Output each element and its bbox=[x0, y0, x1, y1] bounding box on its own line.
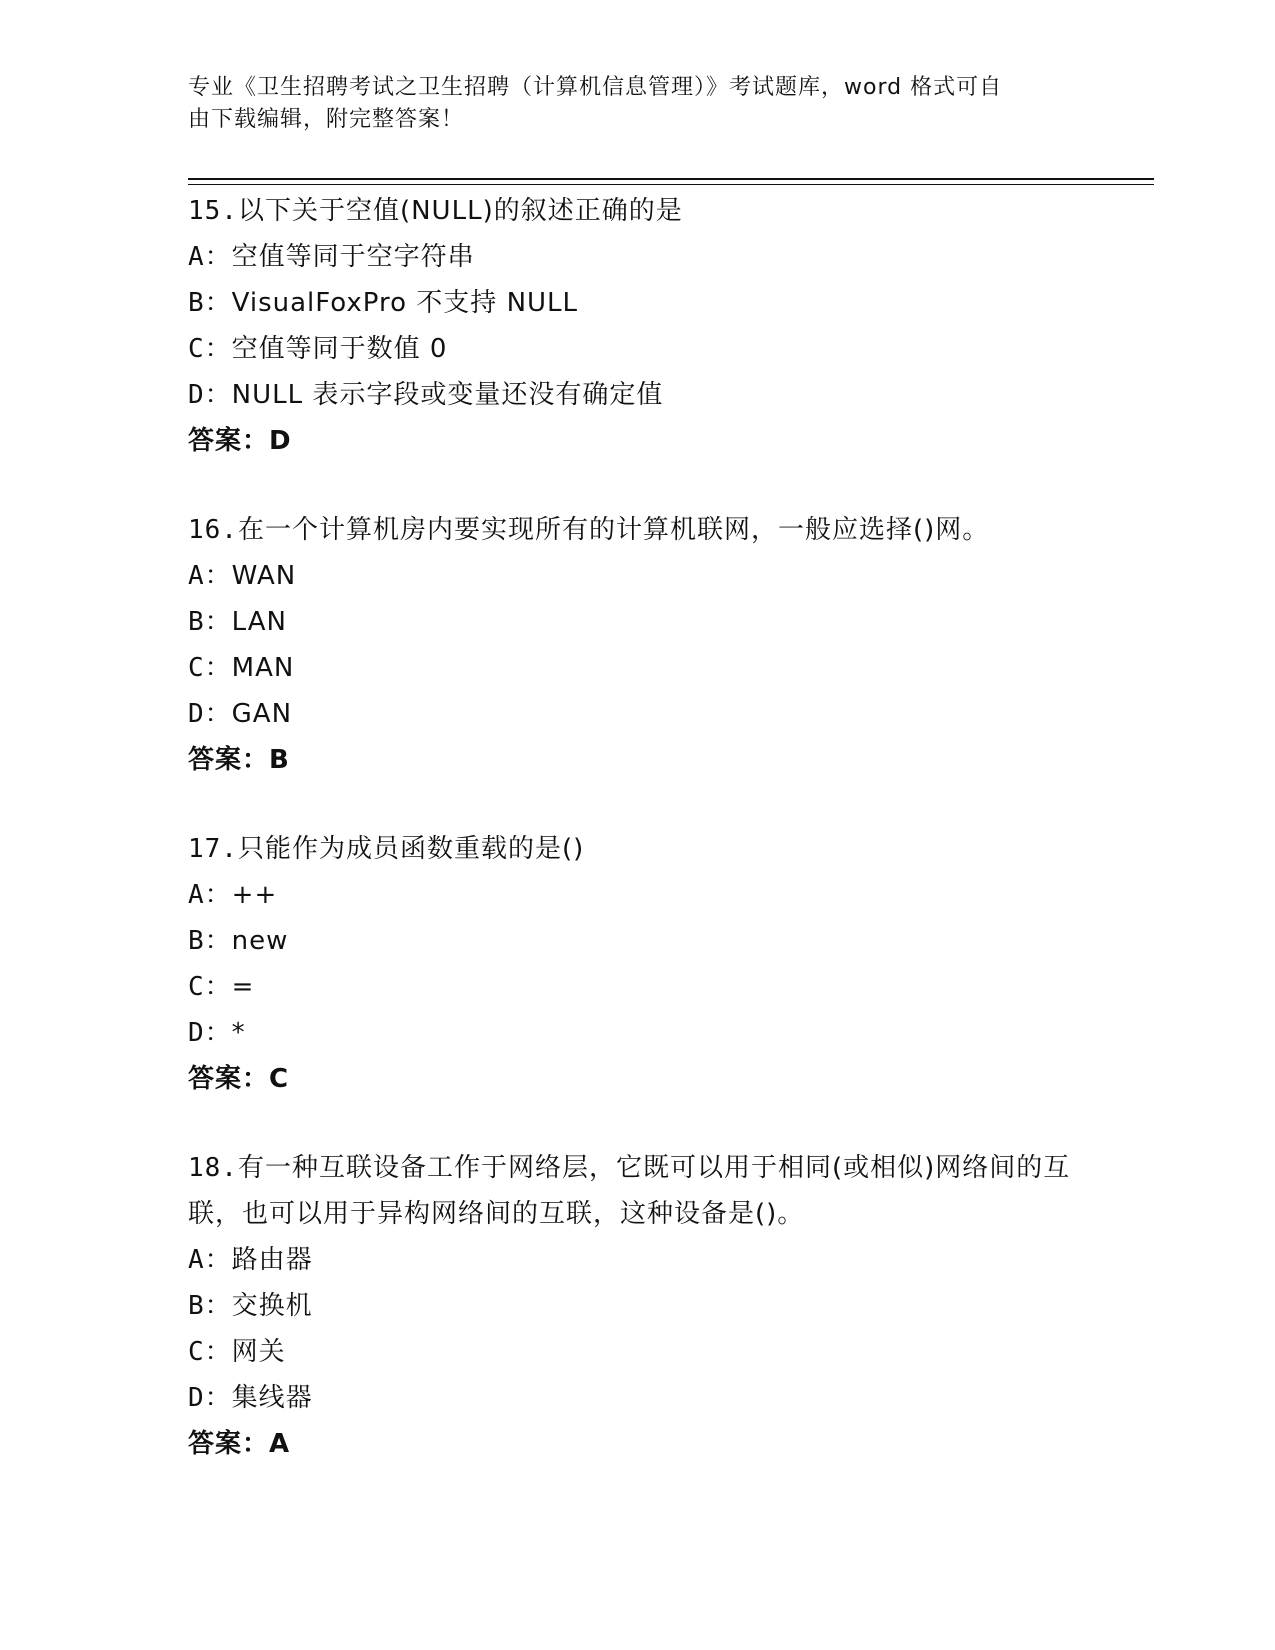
option-letter: C： bbox=[188, 1337, 232, 1367]
option-d bbox=[188, 372, 1088, 418]
header-line-1: 专业《卫生招聘考试之卫生招聘（计算机信息管理）》考试题库，word 格式可自 bbox=[188, 75, 1003, 100]
answer-line: 答案：B bbox=[188, 745, 290, 775]
option-c bbox=[188, 964, 1088, 1010]
option-a bbox=[188, 1237, 1088, 1283]
option-a bbox=[188, 553, 1088, 599]
option-d bbox=[188, 1010, 1088, 1056]
header-divider-thin bbox=[188, 184, 1154, 185]
option-letter: B： bbox=[188, 926, 232, 956]
question-number: 18. bbox=[188, 1153, 238, 1183]
question-text bbox=[188, 188, 1088, 234]
option-b bbox=[188, 918, 1088, 964]
option-text: 路由器 bbox=[231, 1245, 313, 1275]
question-text bbox=[188, 826, 1088, 872]
option-letter: A： bbox=[188, 561, 232, 591]
question-number: 17. bbox=[188, 834, 238, 864]
header-line-2: 由下载编辑，附完整答案！ bbox=[188, 107, 465, 132]
option-letter: A： bbox=[188, 880, 232, 910]
document-header bbox=[188, 72, 1068, 136]
question-list bbox=[188, 188, 1088, 1510]
option-text: MAN bbox=[231, 653, 295, 683]
question-number: 15. bbox=[188, 196, 238, 226]
question-stem: 在一个计算机房内要实现所有的计算机联网，一般应选择()网。 bbox=[237, 515, 990, 545]
option-letter: B： bbox=[188, 1291, 232, 1321]
option-text: * bbox=[231, 1018, 246, 1048]
answer-line: 答案：A bbox=[188, 1429, 291, 1459]
header-divider-thick bbox=[188, 178, 1154, 180]
option-text: 空值等同于数值 0 bbox=[231, 334, 448, 364]
option-text: GAN bbox=[231, 699, 293, 729]
option-letter: D： bbox=[188, 380, 232, 410]
answer-line: 答案：D bbox=[188, 426, 292, 456]
option-letter: A： bbox=[188, 1245, 232, 1275]
option-text: NULL 表示字段或变量还没有确定值 bbox=[231, 380, 664, 410]
option-letter: C： bbox=[188, 334, 232, 364]
option-d bbox=[188, 1375, 1088, 1421]
option-d bbox=[188, 691, 1088, 737]
option-letter: D： bbox=[188, 699, 232, 729]
option-letter: C： bbox=[188, 653, 232, 683]
option-c bbox=[188, 645, 1088, 691]
option-text: new bbox=[231, 926, 289, 956]
option-text: WAN bbox=[231, 561, 297, 591]
answer-line: 答案：C bbox=[188, 1064, 290, 1094]
option-c bbox=[188, 326, 1088, 372]
option-letter: A： bbox=[188, 242, 232, 272]
option-a bbox=[188, 872, 1088, 918]
option-text: VisualFoxPro 不支持 NULL bbox=[231, 288, 579, 318]
option-letter: B： bbox=[188, 607, 232, 637]
option-c bbox=[188, 1329, 1088, 1375]
option-letter: D： bbox=[188, 1018, 232, 1048]
option-text: = bbox=[231, 972, 255, 1002]
option-b bbox=[188, 280, 1088, 326]
question-text bbox=[188, 1145, 1088, 1237]
question-text bbox=[188, 507, 1088, 553]
question-stem: 只能作为成员函数重载的是() bbox=[237, 834, 585, 864]
question-17 bbox=[188, 826, 1088, 1102]
question-stem: 以下关于空值(NULL)的叙述正确的是 bbox=[237, 196, 683, 226]
option-letter: D： bbox=[188, 1383, 232, 1413]
option-text: 交换机 bbox=[231, 1291, 313, 1321]
question-18 bbox=[188, 1145, 1088, 1467]
option-b bbox=[188, 1283, 1088, 1329]
question-15 bbox=[188, 188, 1088, 464]
option-letter: C： bbox=[188, 972, 232, 1002]
question-stem: 有一种互联设备工作于网络层，它既可以用于相同(或相似)网络间的互联，也可以用于异构网络间的互联，这种设备是()。 bbox=[188, 1153, 1071, 1229]
option-text: ++ bbox=[231, 880, 278, 910]
question-number: 16. bbox=[188, 515, 238, 545]
option-text: 网关 bbox=[231, 1337, 286, 1367]
option-text: LAN bbox=[231, 607, 287, 637]
option-a bbox=[188, 234, 1088, 280]
option-text: 空值等同于空字符串 bbox=[231, 242, 475, 272]
option-letter: B： bbox=[188, 288, 232, 318]
option-text: 集线器 bbox=[231, 1383, 313, 1413]
option-b bbox=[188, 599, 1088, 645]
question-16 bbox=[188, 507, 1088, 783]
